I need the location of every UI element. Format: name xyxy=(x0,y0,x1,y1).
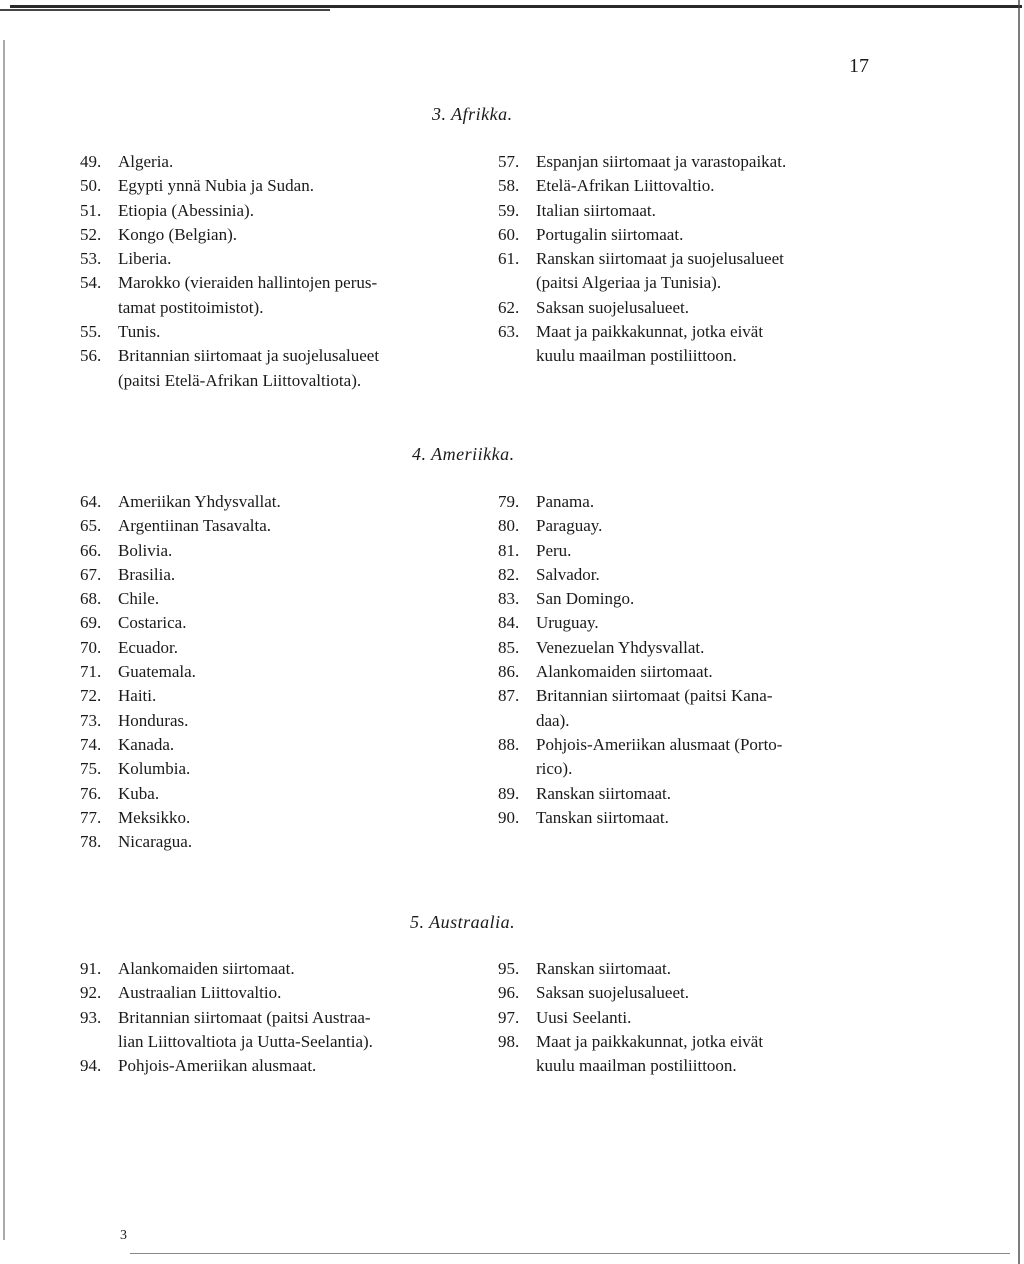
item-text: Panama. xyxy=(536,492,595,511)
item-number: 63. xyxy=(498,322,520,342)
list-item xyxy=(498,587,893,611)
section-title-america: 4. Ameriikka. xyxy=(412,444,515,464)
item-text: Algeria. xyxy=(118,152,174,171)
list-item xyxy=(80,830,475,854)
top-rule-secondary xyxy=(0,9,330,11)
list-item xyxy=(80,611,475,635)
item-number: 72. xyxy=(80,686,102,706)
australia-left-column xyxy=(80,957,475,1078)
item-text: Etelä-Afrikan Liittovaltio. xyxy=(536,176,715,196)
list-item xyxy=(498,199,893,223)
item-text: Pohjois-Ameriikan alusmaat. xyxy=(118,1056,317,1076)
item-number: 66. xyxy=(80,540,102,560)
item-number: 95. xyxy=(498,959,520,978)
item-text: Meksikko. xyxy=(118,807,191,827)
list-item xyxy=(498,223,893,247)
item-text-continuation: lian Liittovaltiota ja Uutta-Seelantia). xyxy=(118,1031,373,1051)
item-number: 78. xyxy=(80,832,102,852)
list-item xyxy=(80,806,475,830)
item-text: Kanada. xyxy=(118,734,175,754)
item-number: 75. xyxy=(80,759,102,779)
bottom-rule xyxy=(130,1253,1010,1254)
list-item xyxy=(80,514,475,538)
item-text: Austraalian Liittovaltio. xyxy=(118,983,282,1003)
item-number: 59. xyxy=(498,200,520,220)
item-text: Alankomaiden siirtomaat. xyxy=(536,662,713,682)
section-title-africa: 3. Afrikka. xyxy=(432,104,513,124)
item-number: 84. xyxy=(498,613,520,633)
item-number: 57. xyxy=(498,152,520,171)
item-text: San Domingo. xyxy=(536,589,635,609)
list-item xyxy=(498,539,893,563)
item-text: Nicaragua. xyxy=(118,832,193,852)
item-number: 90. xyxy=(498,807,520,827)
item-number: 49. xyxy=(80,152,102,171)
item-number: 79. xyxy=(498,492,520,511)
item-text: Portugalin siirtomaat. xyxy=(536,224,684,244)
item-text: Haiti. xyxy=(118,686,157,706)
list-item xyxy=(80,199,475,223)
list-item xyxy=(498,247,893,271)
item-text: Peru. xyxy=(536,540,572,560)
list-item xyxy=(498,806,893,830)
item-number: 50. xyxy=(80,176,102,196)
list-item xyxy=(498,611,893,635)
list-item xyxy=(498,563,893,587)
item-number: 55. xyxy=(80,322,102,342)
list-item xyxy=(498,490,893,514)
item-text: Britannian siirtomaat ja suojelusalueet xyxy=(118,346,380,366)
item-number: 87. xyxy=(498,686,520,706)
list-item xyxy=(80,957,475,981)
list-item xyxy=(80,709,475,733)
item-text: Britannian siirtomaat (paitsi Kana- xyxy=(536,686,773,706)
item-text: Guatemala. xyxy=(118,662,196,682)
item-text: Kolumbia. xyxy=(118,759,191,779)
item-number: 94. xyxy=(80,1056,102,1076)
list-item xyxy=(498,733,893,757)
item-number: 58. xyxy=(498,176,520,196)
item-number: 53. xyxy=(80,249,102,269)
right-scan-edge xyxy=(1018,0,1020,1264)
item-text: Saksan suojelusalueet. xyxy=(536,297,689,317)
item-text: Kongo (Belgian). xyxy=(118,224,237,244)
item-text: Salvador. xyxy=(536,564,600,584)
top-rule xyxy=(10,5,1022,8)
item-number: 91. xyxy=(80,959,102,978)
item-number: 96. xyxy=(498,983,520,1003)
item-number: 83. xyxy=(498,589,520,609)
item-text: Honduras. xyxy=(118,710,189,730)
item-text: Kuba. xyxy=(118,783,160,803)
item-number: 93. xyxy=(80,1007,102,1027)
item-text: Liberia. xyxy=(118,249,172,269)
section-title-australia: 5. Austraalia. xyxy=(410,912,516,932)
item-number: 97. xyxy=(498,1007,520,1027)
item-text: Ameriikan Yhdysvallat. xyxy=(118,492,281,511)
item-number: 70. xyxy=(80,637,102,657)
item-number: 68. xyxy=(80,589,102,609)
item-text-continuation: tamat postitoimistot). xyxy=(118,297,264,317)
item-text: Chile. xyxy=(118,589,160,609)
item-text-continuation: (paitsi Algeriaa ja Tunisia). xyxy=(536,273,722,293)
item-text: Marokko (vieraiden hallintojen perus- xyxy=(118,273,378,293)
item-number: 98. xyxy=(498,1031,520,1051)
item-text: Brasilia. xyxy=(118,564,176,584)
item-text: Tunis. xyxy=(118,322,161,342)
item-number: 76. xyxy=(80,783,102,803)
page-number: 17 xyxy=(849,55,869,77)
item-number: 73. xyxy=(80,710,102,730)
item-text: Italian siirtomaat. xyxy=(536,200,656,220)
item-text: Costarica. xyxy=(118,613,187,633)
item-number: 61. xyxy=(498,249,520,269)
list-item xyxy=(498,1030,893,1054)
item-text: Egypti ynnä Nubia ja Sudan. xyxy=(118,176,314,196)
list-item xyxy=(80,539,475,563)
item-text: Ranskan siirtomaat. xyxy=(536,783,672,803)
item-number: 64. xyxy=(80,492,102,511)
list-item xyxy=(498,684,893,708)
list-item xyxy=(80,733,475,757)
list-item xyxy=(498,514,893,538)
item-number: 62. xyxy=(498,297,520,317)
america-right-column xyxy=(498,490,893,830)
list-item xyxy=(80,223,475,247)
list-item xyxy=(80,1006,475,1030)
item-number: 69. xyxy=(80,613,102,633)
item-number: 86. xyxy=(498,662,520,682)
list-item xyxy=(498,1006,893,1030)
item-number: 88. xyxy=(498,734,520,754)
item-number: 74. xyxy=(80,734,102,754)
africa-right-column xyxy=(498,150,893,369)
list-item xyxy=(80,150,475,174)
item-number: 65. xyxy=(80,516,102,536)
list-item xyxy=(498,320,893,344)
list-item xyxy=(80,636,475,660)
list-item xyxy=(498,981,893,1005)
item-text: Pohjois-Ameriikan alusmaat (Porto- xyxy=(536,734,783,754)
list-item xyxy=(80,490,475,514)
africa-left-column xyxy=(80,150,475,393)
list-item xyxy=(80,1054,475,1078)
item-number: 56. xyxy=(80,346,102,366)
left-scan-edge xyxy=(3,40,5,1240)
item-text: Bolivia. xyxy=(118,540,173,560)
item-number: 92. xyxy=(80,983,102,1003)
list-item xyxy=(80,587,475,611)
item-number: 82. xyxy=(498,564,520,584)
australia-right-column xyxy=(498,957,893,1078)
item-text: Uusi Seelanti. xyxy=(536,1007,632,1027)
item-number: 85. xyxy=(498,637,520,657)
list-item xyxy=(80,344,475,368)
item-text: Paraguay. xyxy=(536,516,603,536)
item-number: 81. xyxy=(498,540,520,560)
item-text: Uruguay. xyxy=(536,613,599,633)
item-number: 60. xyxy=(498,224,520,244)
list-item xyxy=(80,174,475,198)
item-text: Venezuelan Yhdysvallat. xyxy=(536,637,705,657)
list-item xyxy=(80,981,475,1005)
item-text: Britannian siirtomaat (paitsi Austraa- xyxy=(118,1007,371,1027)
item-number: 54. xyxy=(80,273,102,293)
item-text: Espanjan siirtomaat ja varastopaikat. xyxy=(536,152,787,171)
list-item xyxy=(498,636,893,660)
list-item xyxy=(498,174,893,198)
list-item xyxy=(498,296,893,320)
list-item xyxy=(80,271,475,295)
item-text: Saksan suojelusalueet. xyxy=(536,983,689,1003)
list-item xyxy=(80,782,475,806)
item-text: Maat ja paikkakunnat, jotka eivät xyxy=(536,322,764,342)
item-number: 51. xyxy=(80,200,102,220)
item-text-continuation: (paitsi Etelä-Afrikan Liittovaltiota). xyxy=(118,370,362,390)
item-text-continuation: kuulu maailman postiliittoon. xyxy=(536,346,737,366)
item-number: 67. xyxy=(80,564,102,584)
list-item xyxy=(498,782,893,806)
list-item xyxy=(498,957,893,981)
item-text: Tanskan siirtomaat. xyxy=(536,807,669,827)
item-text: Argentiinan Tasavalta. xyxy=(118,516,272,536)
item-number: 77. xyxy=(80,807,102,827)
item-text-continuation: rico). xyxy=(536,759,573,779)
item-text: Ecuador. xyxy=(118,637,178,657)
list-item xyxy=(498,660,893,684)
item-number: 80. xyxy=(498,516,520,536)
item-text: Maat ja paikkakunnat, jotka eivät xyxy=(536,1031,764,1051)
item-text-continuation: daa). xyxy=(536,710,570,730)
list-item xyxy=(80,660,475,684)
list-item xyxy=(80,684,475,708)
item-text: Ranskan siirtomaat. xyxy=(536,959,672,978)
list-item xyxy=(498,150,893,174)
list-item xyxy=(80,757,475,781)
item-text-continuation: kuulu maailman postiliittoon. xyxy=(536,1056,737,1076)
list-item xyxy=(80,320,475,344)
item-number: 52. xyxy=(80,224,102,244)
item-text: Etiopia (Abessinia). xyxy=(118,200,254,220)
item-text: Alankomaiden siirtomaat. xyxy=(118,959,295,978)
list-item xyxy=(80,563,475,587)
america-left-column xyxy=(80,490,475,854)
item-number: 89. xyxy=(498,783,520,803)
item-text: Ranskan siirtomaat ja suojelusalueet xyxy=(536,249,784,269)
item-number: 71. xyxy=(80,662,102,682)
printer-signature-mark: 3 xyxy=(120,1228,127,1243)
list-item xyxy=(80,247,475,271)
